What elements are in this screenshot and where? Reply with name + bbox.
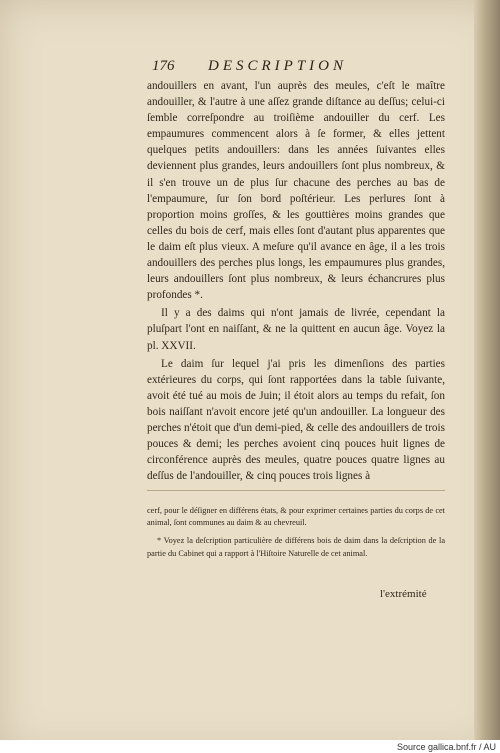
- paragraph-2: Il y a des daims qui n'ont jamais de livrée, cependant la pluſpart l'ont en naiſſant, & ne la quittent en aucun âge. Voyez la pl. XXVII.: [147, 307, 445, 352]
- footnote-continued: cerf, pour le déſigner en différens états, & pour exprimer certaines parties du corps de cet animal, ſont communes au daim & au chevreuil.: [147, 506, 445, 528]
- body-text: [147, 78, 445, 484]
- paragraph-1: andouillers en avant, l'un auprès des meules, c'eſt le maître andouiller, & l'autre à une aſſez grande diſtance au deſſus; celui-ci ſemble correſpondre au troiſième andouiller du cerf. Les empaumures commencent alors à ſe former, & elles jettent quelques petits andouillers: dans les années ſuivantes elles deviennent plus grandes, leurs andouillers ſont plus nombreux, & il s'en trouve un de plus ſur chacune des perches au bas de l'empaumure, ſur ſon bord poſtérieur. Les perlures ſont à proportion moins groſſes, & les gouttières moins grandes que celles du bois de cerf, mais elles ſont d'autant plus apparentes que le daim eſt plus vieux. A meſure qu'il avance en âge, il a les trois andouillers des perches plus longs, les empaumures plus grandes, leurs andouillers ſont plus nombreux, & leurs échancrures plus profondes *.: [147, 80, 445, 302]
- page-binding-edge: [474, 0, 500, 740]
- footnote-asterisk: * Voyez la deſcription particulière de différens bois de daim dans la deſcription de la partie du Cabinet qui a rapport à l'Hiſtoire Naturelle de cet animal.: [147, 536, 445, 558]
- running-title: DESCRIPTION: [208, 58, 347, 74]
- page-number: 176: [152, 58, 175, 74]
- page-header: [152, 58, 442, 78]
- source-credit[interactable]: Source gallica.bnf.fr / AU: [396, 742, 496, 752]
- footnote-divider: [147, 490, 445, 491]
- paragraph-3: Le daim ſur lequel j'ai pris les dimenſions des parties extérieures du corps, qui ſont rapportées dans la table ſuivante, avoit été tué au mois de Juin; il étoit alors au temps du refait, ſon bois naiſſant n'avoit encore jeté qu'un andouiller. La longueur des perches n'étoit que d'un demi-pied, & celle des andouillers de trois pouces & demi; les perches avoient cinq pouces huit lignes de circonférence auprès des meules, quatre pouces quatre lignes au deſſus de l'andouiller, & cinq pouces trois lignes à: [147, 357, 445, 483]
- viewer-footer: [0, 740, 500, 753]
- catchword: l'extrémité: [380, 588, 427, 600]
- footnotes: [147, 505, 445, 560]
